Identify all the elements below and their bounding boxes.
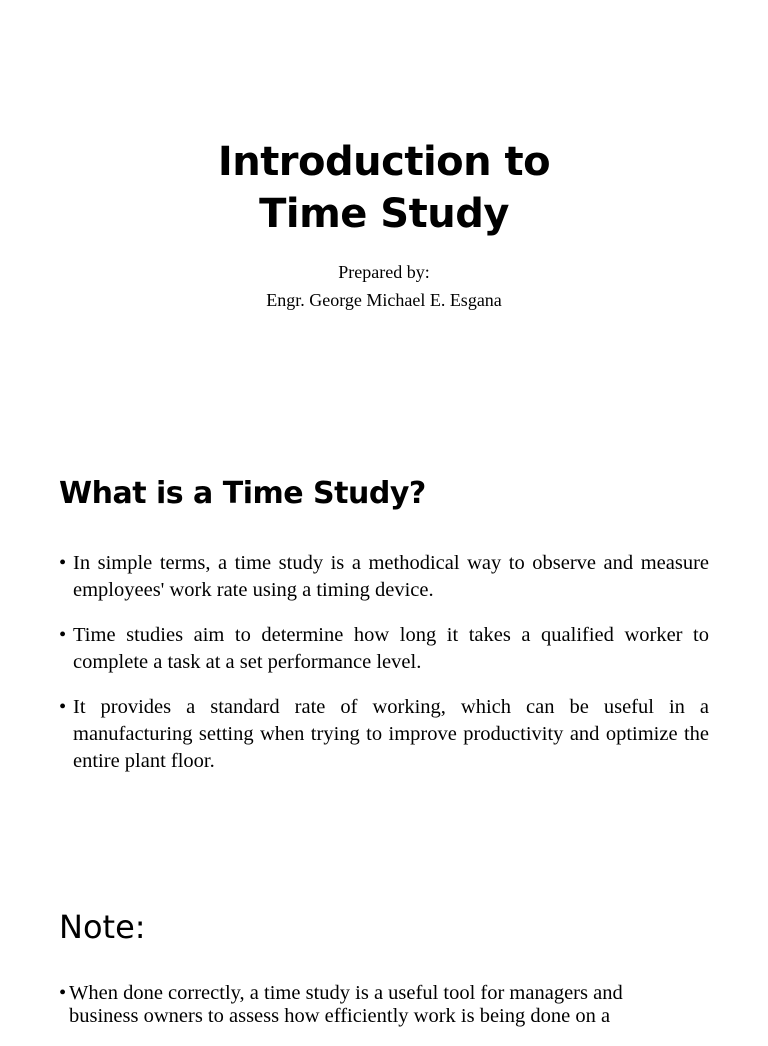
bullet-text: In simple terms, a time study is a methodical way to observe and measure employees' work rate using a timing device.: [73, 552, 709, 601]
slide-title: [0, 136, 768, 240]
bullet-marker: •: [59, 696, 67, 718]
bullet-text: Time studies aim to determine how long it takes a qualified worker to complete a task at a set performance level.: [73, 624, 709, 673]
list-item: [59, 982, 679, 1028]
bullet-list: [59, 550, 709, 793]
list-item: [59, 694, 709, 775]
slide-title-line-2: Time Study: [259, 191, 509, 237]
slide-heading: What is a Time Study?: [59, 476, 426, 511]
definition-slide: [0, 440, 768, 840]
list-item: [59, 622, 709, 676]
author-block: [0, 258, 768, 314]
bullet-text: It provides a standard rate of working, which can be useful in a manufacturing setting when trying to improve productivity and optimize the entire plant floor.: [73, 696, 709, 772]
bullet-marker: •: [59, 624, 67, 646]
bullet-text: When done correctly, a time study is a useful tool for managers and business owners to assess how efficiently work is being done on a: [69, 982, 623, 1027]
note-slide: [0, 880, 768, 1027]
author-name: Engr. George Michael E. Esgana: [266, 290, 502, 310]
title-slide: [0, 0, 768, 384]
note-bullet-list: [59, 982, 679, 1046]
prepared-by-label: Prepared by:: [338, 262, 430, 282]
slide-title-line-1: Introduction to: [217, 139, 551, 185]
note-heading: Note:: [59, 908, 146, 946]
list-item: [59, 550, 709, 604]
bullet-marker: •: [59, 982, 67, 1004]
bullet-marker: •: [59, 552, 67, 574]
